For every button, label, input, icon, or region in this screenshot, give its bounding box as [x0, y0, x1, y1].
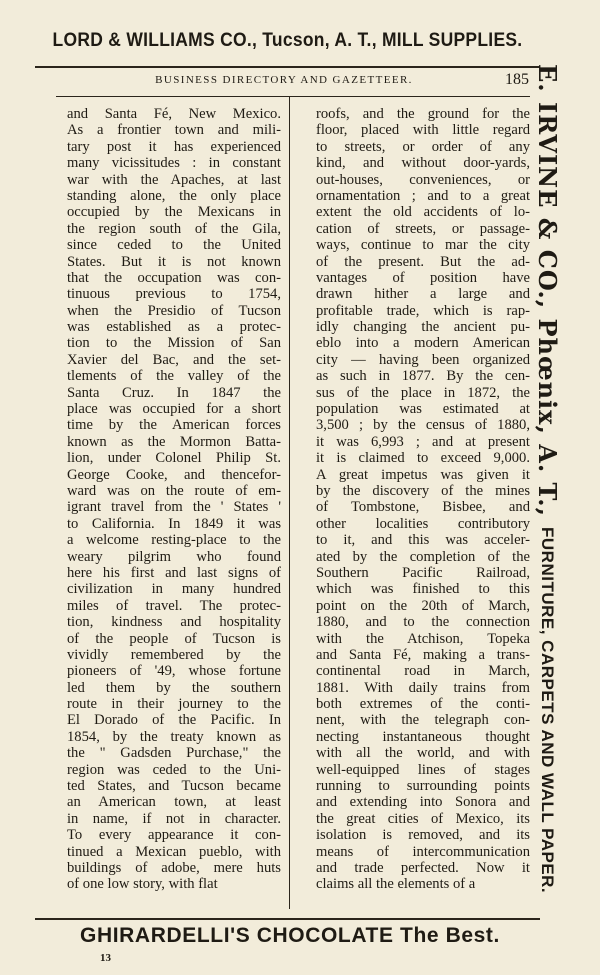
- text-line: with the Atchison, Topeka: [316, 630, 530, 647]
- text-line: it is claimed to exceed 9,000.: [316, 450, 530, 467]
- top-advertisement: LORD & WILLIAMS CO., Tucson, A. T., MILL SUPPLIES.: [52, 30, 523, 51]
- left-text-column: [67, 106, 281, 893]
- text-line: claims all the elements of a: [316, 876, 476, 893]
- text-line: region was ceded to the Uni-: [67, 761, 281, 778]
- text-line: known as the Mormon Batta-: [67, 433, 281, 450]
- text-line: pioneers of '49, whose fortune: [67, 663, 281, 680]
- text-line: miles of travel. The protec-: [67, 597, 281, 614]
- running-head-title: BUSINESS DIRECTORY AND GAZETTEER.: [155, 74, 413, 86]
- text-line: of the people of Tucson is: [67, 630, 281, 647]
- text-line: tion to the Mission of San: [67, 335, 281, 352]
- text-line: 1880, and to the connection: [316, 614, 530, 631]
- text-line: vividly remembered by the: [67, 646, 281, 663]
- running-head: [35, 72, 533, 92]
- text-line: to it, and this was acceler-: [316, 532, 530, 549]
- text-line: As a frontier town and mili-: [67, 122, 281, 139]
- text-line: isolation is removed, and its: [316, 827, 530, 844]
- text-line: kind, and without door-yards,: [316, 155, 530, 172]
- text-line: to California. In 1849 it was: [67, 515, 281, 532]
- text-line: sus of the place in 1872, the: [316, 384, 530, 401]
- text-line: and Santa Fé, making a trans-: [316, 646, 530, 663]
- text-line: as such in 1877. By the cen-: [316, 368, 530, 385]
- text-line: place was occupied for a short: [67, 401, 281, 418]
- text-line: when the Presidio of Tucson: [67, 302, 281, 319]
- text-line: an American town, at least: [67, 794, 281, 811]
- text-line: eblo into a modern American: [316, 335, 530, 352]
- text-line: other localities contributory: [316, 515, 530, 532]
- page-number: 185: [505, 71, 529, 88]
- text-line: Xavier del Bac, and the set-: [67, 351, 281, 368]
- text-line: civilization in many hundred: [67, 581, 281, 598]
- text-line: since ceded to the United: [67, 237, 281, 254]
- text-line: by the discovery of the mines: [316, 482, 530, 499]
- text-line: vantages of position have: [316, 269, 530, 286]
- text-line: and Santa Fé, New Mexico.: [67, 106, 281, 122]
- text-line: population was estimated at: [316, 401, 530, 418]
- text-line: 1854, by the treaty known as: [67, 728, 281, 745]
- text-line: of one low story, with flat: [67, 876, 218, 893]
- text-line: tlements of the valley of the: [67, 368, 281, 385]
- text-line: continental road in March,: [316, 663, 530, 680]
- text-line: Southern Pacific Railroad,: [316, 564, 530, 581]
- text-line: the " Gadsden Purchase," the: [67, 745, 281, 762]
- text-line: of Tombstone, Bisbee, and: [316, 499, 530, 516]
- text-line: States. But it is not known: [67, 253, 281, 270]
- text-line: tinuous previous to 1754,: [67, 286, 281, 303]
- text-line: Santa Cruz. In 1847 the: [67, 384, 281, 401]
- text-line: point on the 20th of March,: [316, 597, 530, 614]
- text-line: many vicissitudes : in constant: [67, 155, 281, 172]
- text-line: ornamentation ; and to a great: [316, 187, 530, 204]
- text-line: floor, placed with little regard: [316, 122, 530, 139]
- text-line: here his first and last signs of: [67, 564, 281, 581]
- text-line: occupied by the Mexicans in: [67, 204, 281, 221]
- right-text-column: [316, 106, 530, 893]
- text-line: war with the Apaches, at last: [67, 171, 281, 188]
- text-line: with all the world, and with: [316, 745, 530, 762]
- text-line: ated by the completion of the: [316, 548, 530, 565]
- text-line: To every appearance it con-: [67, 827, 281, 844]
- bottom-advertisement: GHIRARDELLI'S CHOCOLATE The Best.: [80, 924, 500, 947]
- text-line: a welcome resting-place to the: [67, 532, 281, 549]
- side-ad-name: E. IRVINE & CO., Phœnix, A. T.,: [533, 64, 562, 518]
- text-line: El Dorado of the Pacific. In: [67, 712, 281, 729]
- text-line: nent, with the telegraph con-: [316, 712, 530, 729]
- text-line: the region south of the Gila,: [67, 220, 281, 237]
- text-line: standing alone, the only place: [67, 187, 281, 204]
- text-line: and extending into Sonora and: [316, 794, 530, 811]
- text-line: to streets, or order of any: [316, 138, 530, 155]
- text-line: buildings of adobe, mere huts: [67, 859, 281, 876]
- text-line: and trade perfected. Now it: [316, 859, 530, 876]
- text-line: cation of streets, or passage-: [316, 220, 530, 237]
- header-rule: [56, 96, 530, 97]
- text-line: extent the old accidents of lo-: [316, 204, 530, 221]
- text-line: running to surrounding points: [316, 778, 530, 795]
- text-line: tion, kindness and hospitality: [67, 614, 281, 631]
- text-line: was established as a protec-: [67, 319, 281, 336]
- text-line: profitable trade, which is rap-: [316, 302, 530, 319]
- text-line: out-houses, conveniences, or: [316, 171, 530, 188]
- text-line: in name, if not in character.: [67, 810, 281, 827]
- text-line: the great cities of Mexico, its: [316, 810, 530, 827]
- text-line: ted States, and Tucson became: [67, 778, 281, 795]
- text-line: route in their journey to the: [67, 696, 281, 713]
- text-line: time by the American forces: [67, 417, 281, 434]
- column-divider: [289, 97, 290, 909]
- text-line: city — having been organized: [316, 351, 530, 368]
- text-line: 3,500 ; by the census of 1880,: [316, 417, 530, 434]
- signature-mark: 13: [100, 952, 111, 964]
- text-line: that the occupation was con-: [67, 269, 281, 286]
- text-line: led them by the southern: [67, 679, 281, 696]
- text-line: ways, continue to mar the city: [316, 237, 530, 254]
- text-line: both extremes of the conti-: [316, 696, 530, 713]
- text-line: tinued a Mexican pueblo, with: [67, 843, 281, 860]
- text-line: tary post it has experienced: [67, 138, 281, 155]
- text-line: igrant travel from the ' States ': [67, 499, 281, 516]
- text-line: it was 6,993 ; and at present: [316, 433, 530, 450]
- text-line: A great impetus was given it: [316, 466, 530, 483]
- text-line: George Cooke, and thencefor-: [67, 466, 281, 483]
- text-line: 1881. With daily trains from: [316, 679, 530, 696]
- text-line: weary pilgrim who found: [67, 548, 281, 565]
- text-line: of the present. But the ad-: [316, 253, 530, 270]
- text-line: roofs, and the ground for the: [316, 106, 530, 122]
- text-line: lion, under Colonel Philip St.: [67, 450, 281, 467]
- text-line: means of intercommunication: [316, 843, 530, 860]
- side-ad-goods: FURNITURE, CARPETS AND WALL PAPER.: [538, 527, 558, 894]
- text-line: ward was on the route of em-: [67, 482, 281, 499]
- text-line: which was finished to this: [316, 581, 530, 598]
- text-line: idly changing the ancient pu-: [316, 319, 530, 336]
- text-line: necting instantaneous thought: [316, 728, 530, 745]
- text-line: well-equipped lines of stages: [316, 761, 530, 778]
- text-line: drawn hither a large and: [316, 286, 530, 303]
